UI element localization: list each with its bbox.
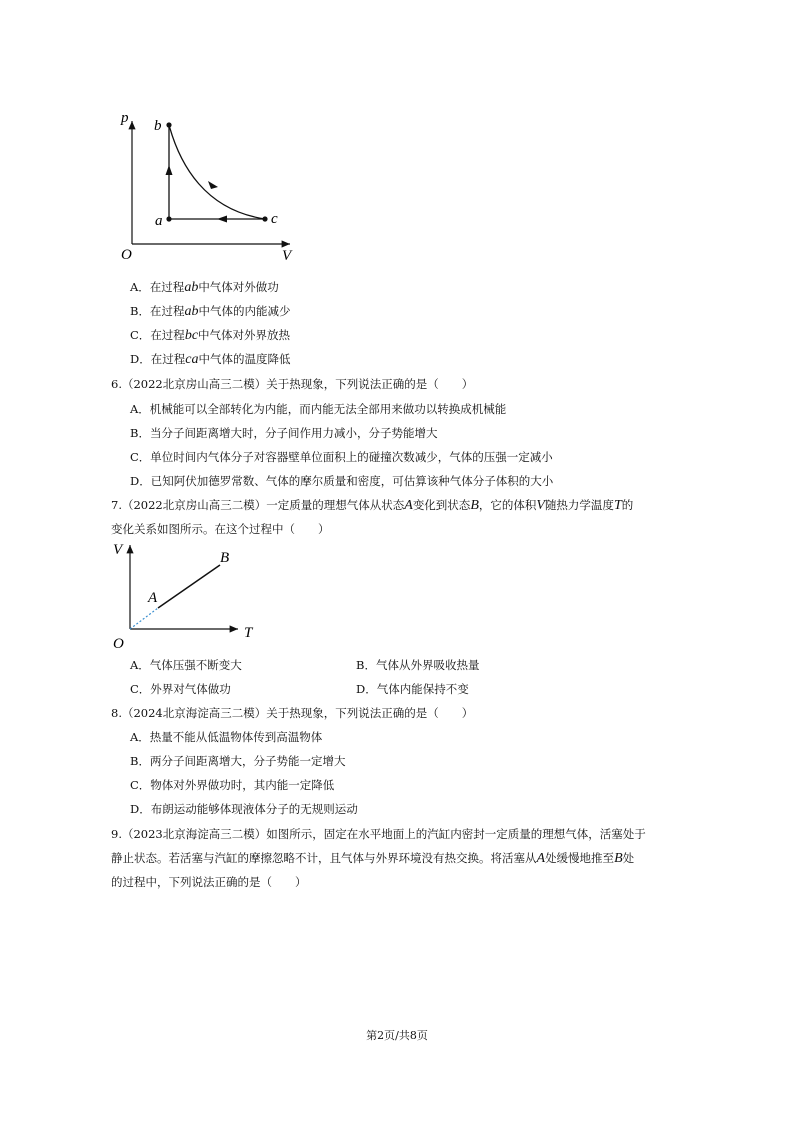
q6-option-b[interactable]: B．当分子间距离增大时，分子间作用力减小，分子势能增大 [130, 426, 438, 440]
v-axis-label: V [282, 248, 292, 264]
q5-option-a[interactable]: A．在过程ab中气体对外做功 [130, 280, 279, 295]
process-ab-line [158, 565, 220, 608]
q6-option-c[interactable]: C．单位时间内气体分子对容器壁单位面积上的碰撞次数减少，气体的压强一定减小 [130, 450, 553, 464]
q7-option-c[interactable]: C．外界对气体做功 [130, 682, 231, 696]
q7-stem-line1: 7.（2022北京房山高三二模）一定质量的理想气体从状态A变化到状态B，它的体积V随热力学温度T的 [111, 498, 634, 513]
point-b [166, 122, 171, 127]
q7-option-a[interactable]: A．气体压强不断变大 [130, 658, 242, 672]
q8-option-a[interactable]: A．热量不能从低温物体传到高温物体 [130, 730, 323, 744]
q9-stem-line2: 静止状态。若活塞与汽缸的摩擦忽略不计，且气体与外界环境没有热交换。将活塞从A处缓慢地推至B处 [111, 851, 635, 866]
q8-option-b[interactable]: B．两分子间距离增大，分子势能一定增大 [130, 754, 346, 768]
origin-label: O [113, 636, 124, 652]
q6-option-d[interactable]: D．已知阿伏加德罗常数、气体的摩尔质量和密度，可估算该种气体分子体积的大小 [130, 474, 554, 488]
q8-option-c[interactable]: C．物体对外界做功时，其内能一定降低 [130, 778, 335, 792]
q5-option-d[interactable]: D．在过程ca中气体的温度降低 [130, 352, 291, 367]
label-b: B [220, 550, 230, 566]
arrow-bc [208, 181, 218, 189]
label-b: b [154, 118, 162, 134]
q5-option-c[interactable]: C．在过程bc中气体对外界放热 [130, 328, 291, 343]
label-c: c [271, 211, 278, 227]
process-bc [169, 125, 265, 219]
pv-diagram [110, 105, 305, 265]
vt-diagram [108, 538, 268, 653]
q7-option-d[interactable]: D．气体内能保持不变 [356, 682, 469, 696]
p-axis-label: p [121, 110, 129, 126]
label-a: A [148, 590, 158, 606]
arrow-ab [166, 165, 173, 175]
point-a [166, 216, 171, 221]
q7-stem-line2: 变化关系如图所示。在这个过程中（ ） [111, 522, 330, 536]
page-footer: 第2页/共8页 [366, 1029, 428, 1042]
q7-option-b[interactable]: B．气体从外界吸收热量 [356, 658, 480, 672]
t-axis-label: T [244, 625, 253, 641]
origin-label: O [121, 247, 132, 263]
point-c [262, 216, 267, 221]
q5-option-b[interactable]: B．在过程ab中气体的内能减少 [130, 304, 291, 319]
q6-stem: 6.（2022北京房山高三二模）关于热现象，下列说法正确的是（ ） [111, 377, 474, 391]
q9-stem-line1: 9.（2023北京海淀高三二模）如图所示，固定在水平地面上的汽缸内密封一定质量的理想气体，活塞处于 [111, 827, 646, 841]
q8-stem: 8.（2024北京海淀高三二模）关于热现象，下列说法正确的是（ ） [111, 706, 474, 720]
q6-option-a[interactable]: A．机械能可以全部转化为内能，而内能无法全部用来做功以转换成机械能 [130, 402, 507, 416]
q8-option-d[interactable]: D．布朗运动能够体现液体分子的无规则运动 [130, 802, 358, 816]
q9-stem-line3: 的过程中，下列说法正确的是（ ） [111, 875, 307, 889]
arrow-ca [217, 216, 227, 223]
label-a: a [155, 213, 163, 229]
v-axis-label: V [113, 542, 123, 558]
extension-dashed-line [130, 608, 158, 629]
